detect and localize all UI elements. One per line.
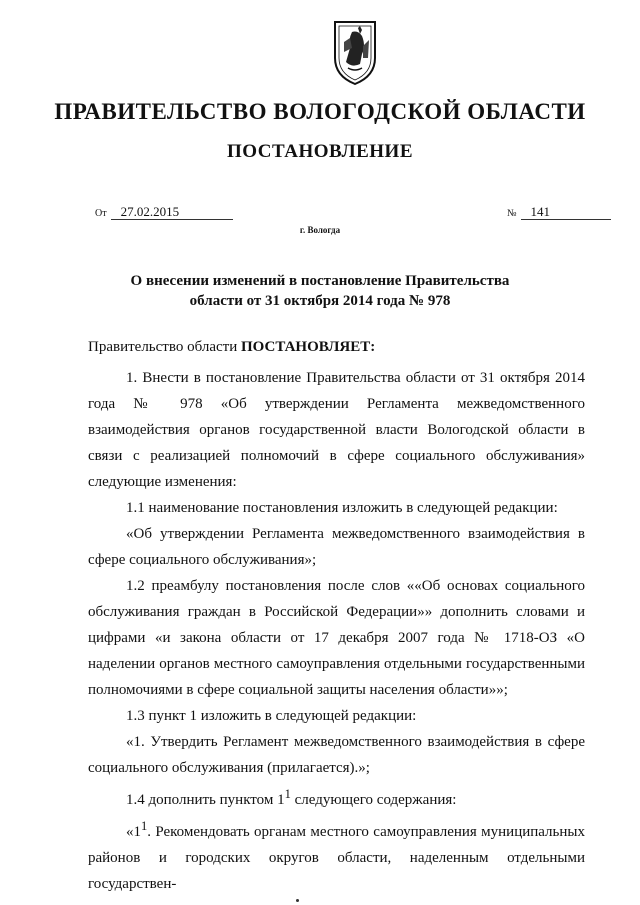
paragraph-1-4-sup: 1 (284, 787, 291, 801)
subject-line-2: области от 31 октября 2014 года № 978 (189, 293, 451, 309)
number-prefix: № (507, 208, 517, 219)
date-prefix: От (95, 208, 107, 219)
city-label: г. Вологда (299, 225, 341, 235)
paragraph-1-3: 1.3 пункт 1 изложить в следующей редакции: (126, 708, 417, 724)
paragraph-1-4-text: 1.4 дополнить пунктом 1 (126, 792, 285, 808)
date-value: 27.02.2015 (111, 205, 233, 220)
page-dot (296, 899, 299, 902)
clause-open: «1 (126, 824, 141, 840)
document-subject (0, 271, 640, 311)
paragraph-1-4-tail: следующего содержания: (290, 792, 457, 808)
paragraph-1-1-text: «Об утверждении Регламента межведомственного взаимодействия в сфере социального обслуживания»; (88, 526, 585, 568)
intro-resolves: ПОСТАНОВЛЯЕТ: (240, 339, 376, 355)
intro-text: Правительство области (88, 339, 241, 355)
number-value: 141 (521, 205, 611, 220)
paragraph-1: 1. Внести в постановление Правительства области от 31 октября 2014 года № 978 «Об утверждении Регламента межведомственного взаимодействия органов государственной власти Вологодской области в связи с реализацией полномочий в сфере социального обслуживания» следующие изменения: (88, 370, 585, 490)
document-date (95, 205, 233, 220)
coat-of-arms-icon (330, 18, 380, 88)
government-title: ПРАВИТЕЛЬСТВО ВОЛОГОДСКОЙ ОБЛАСТИ (54, 99, 586, 124)
paragraph-1-4-text (88, 813, 585, 897)
document-number (507, 205, 611, 220)
paragraph-1-3-text: «1. Утвердить Регламент межведомственного взаимодействия в сфере социального обслуживания (прилагается).»; (88, 734, 585, 776)
subject-line-1: О внесении изменений в постановление Правительства (130, 273, 510, 289)
paragraph-1-4 (88, 781, 585, 813)
paragraph-1-2: 1.2 преамбулу постановления после слов ««Об основах социального обслуживания граждан в Российской Федерации»» дополнить словами и цифрами «и закона области от 17 декабря 2007 года № 1718-ОЗ «О наделении органов местного самоуправления отдельными государственными полномочиями в сфере социальной защиты населения области»»; (88, 578, 585, 698)
clause-sup: 1 (141, 819, 148, 833)
clause-text: . Рекомендовать органам местного самоуправления муниципальных районов и городских округов области, наделенным отдельными государствен- (88, 824, 585, 892)
document-body (88, 334, 585, 897)
document-type: ПОСТАНОВЛЕНИЕ (226, 141, 414, 162)
paragraph-1-1: 1.1 наименование постановления изложить в следующей редакции: (126, 500, 558, 516)
intro-paragraph (88, 334, 585, 360)
